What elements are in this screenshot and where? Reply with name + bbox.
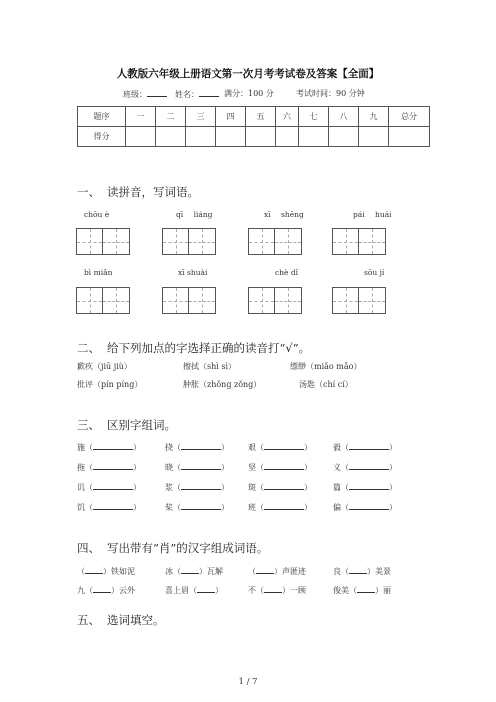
section3-heading: 三、 区别字组词。 xyxy=(77,418,176,432)
idiom-prefix: （ xyxy=(248,567,256,576)
section2-heading: 二、 给下列加点的字选择正确的读音打“√”。 xyxy=(77,341,311,355)
answer-blank[interactable] xyxy=(349,461,389,470)
character: 偏 xyxy=(333,503,341,512)
document-title: 人教版六年级上册语文第一次月考考试卷及答案【全面】 xyxy=(116,68,380,80)
full-score: 满分：100 分 xyxy=(224,89,274,98)
character: 挠 xyxy=(165,443,173,452)
score-cell[interactable] xyxy=(389,127,430,147)
idiom-item xyxy=(248,584,306,596)
pinyin: bì miǎn xyxy=(84,268,113,277)
pinyin: xī shuài xyxy=(178,268,208,277)
idiom-prefix: 冰（ xyxy=(165,567,181,576)
section1-heading: 一、 读拼音，写词语。 xyxy=(77,185,199,199)
answer-blank[interactable] xyxy=(85,565,103,574)
writing-box[interactable] xyxy=(162,228,216,255)
page-number: 1 / 7 xyxy=(238,677,258,687)
character: 讥 xyxy=(77,483,85,492)
idiom-item xyxy=(165,565,223,577)
answer-blank[interactable] xyxy=(181,565,199,574)
header-cell: 五 xyxy=(246,107,276,127)
pinyin: pái huái xyxy=(353,210,392,219)
word-group-item: 偏（ ） xyxy=(333,503,397,512)
writing-box[interactable] xyxy=(332,287,386,314)
word-group-item: 拖（ ） xyxy=(77,463,141,472)
header-cell: 六 xyxy=(276,107,299,127)
answer-blank[interactable] xyxy=(181,481,221,490)
section4-heading: 四、 写出带有“肖”的汉字组成词语。 xyxy=(77,541,269,555)
writing-grid-row-1 xyxy=(0,228,496,256)
score-cell[interactable] xyxy=(186,127,216,147)
idiom-prefix: （ xyxy=(77,567,85,576)
answer-blank[interactable] xyxy=(256,565,274,574)
word-group-item: 施（ ） xyxy=(77,443,141,452)
writing-box[interactable] xyxy=(162,287,216,314)
writing-box[interactable] xyxy=(76,228,130,255)
idiom-prefix: 九（ xyxy=(77,586,93,595)
idiom-suffix: ）一顾 xyxy=(282,586,306,595)
idiom-suffix: ）云外 xyxy=(111,586,135,595)
answer-blank[interactable] xyxy=(349,481,389,490)
answer-blank[interactable] xyxy=(357,584,375,593)
answer-blank[interactable] xyxy=(181,461,221,470)
reading-choice[interactable]: 擦拭（shì sì） xyxy=(183,362,237,371)
idiom-suffix: ）铁如泥 xyxy=(103,567,135,576)
word-group-item: 斑（ ） xyxy=(248,483,312,492)
score-cell[interactable] xyxy=(216,127,246,147)
answer-blank[interactable] xyxy=(349,441,389,450)
word-group-item: 义（ ） xyxy=(333,463,397,472)
idiom-item xyxy=(333,565,391,577)
class-field: 班级： xyxy=(123,88,167,100)
answer-blank[interactable] xyxy=(93,501,133,510)
header-cell: 总分 xyxy=(389,107,430,127)
character: 浆 xyxy=(165,483,173,492)
answer-blank[interactable] xyxy=(264,441,304,450)
score-cell[interactable] xyxy=(299,127,329,147)
word-group-item: 毅（ ） xyxy=(333,443,397,452)
answer-blank[interactable] xyxy=(264,461,304,470)
idiom-item xyxy=(77,584,135,596)
character: 桨 xyxy=(165,503,173,512)
word-group-item: 篇（ ） xyxy=(333,483,397,492)
name-field: 姓名： xyxy=(175,88,219,100)
character: 班 xyxy=(248,503,256,512)
word-group-item: 讥（ ） xyxy=(77,483,141,492)
score-cell[interactable] xyxy=(329,127,359,147)
character: 篇 xyxy=(333,483,341,492)
reading-choice[interactable]: 歉疚（jiū jiù） xyxy=(77,362,132,371)
writing-grid-row-2 xyxy=(0,287,496,315)
score-cell[interactable] xyxy=(156,127,186,147)
word-group-item: 浆（ ） xyxy=(165,483,229,492)
score-cell[interactable] xyxy=(359,127,389,147)
idiom-suffix: ）声匿迹 xyxy=(274,567,306,576)
idiom-prefix: 良（ xyxy=(333,567,349,576)
word-group-item: 艰（ ） xyxy=(248,443,312,452)
writing-box[interactable] xyxy=(248,287,302,314)
pinyin: sōu jí xyxy=(364,268,385,277)
pinyin: qī liáng xyxy=(176,210,213,219)
header-cell: 四 xyxy=(216,107,246,127)
section5-heading: 五、 选词填空。 xyxy=(77,613,165,627)
header-cell: 九 xyxy=(359,107,389,127)
reading-choice[interactable]: 缥缈（miǎo mǎo） xyxy=(290,362,362,371)
idiom-prefix: 俊美（ xyxy=(333,586,357,595)
header-cell: 八 xyxy=(329,107,359,127)
score-table xyxy=(77,106,430,147)
character: 施 xyxy=(77,443,85,452)
idiom-suffix: ）瓦解 xyxy=(199,567,223,576)
header-cell: 二 xyxy=(156,107,186,127)
answer-blank[interactable] xyxy=(349,501,389,510)
pinyin: xī shēng xyxy=(264,210,304,219)
answer-blank[interactable] xyxy=(264,584,282,593)
answer-blank[interactable] xyxy=(264,501,304,510)
answer-blank[interactable] xyxy=(93,441,133,450)
answer-blank[interactable] xyxy=(93,461,133,470)
answer-blank[interactable] xyxy=(93,481,133,490)
score-table-header xyxy=(78,107,430,127)
word-group-item: 班（ ） xyxy=(248,503,312,512)
exam-time: 考试时间：90 分钟 xyxy=(296,89,365,98)
reading-choice[interactable]: 批评（pín píng） xyxy=(77,380,143,389)
writing-box[interactable] xyxy=(332,228,386,255)
idiom-item xyxy=(165,584,223,596)
idiom-item xyxy=(248,565,306,577)
answer-blank[interactable] xyxy=(197,584,215,593)
character: 晓 xyxy=(165,463,173,472)
idiom-prefix: 不（ xyxy=(248,586,264,595)
header-cell: 题序 xyxy=(78,107,126,127)
character: 斑 xyxy=(248,483,256,492)
word-group-item: 坚（ ） xyxy=(248,463,312,472)
pinyin: chōu è xyxy=(84,210,110,219)
idiom-suffix: ）美景 xyxy=(367,567,391,576)
character: 义 xyxy=(333,463,341,472)
word-group-item: 饥（ ） xyxy=(77,503,141,512)
answer-blank[interactable] xyxy=(181,501,221,510)
header-cell: 三 xyxy=(186,107,216,127)
character: 坚 xyxy=(248,463,256,472)
score-cell[interactable] xyxy=(246,127,276,147)
character: 艰 xyxy=(248,443,256,452)
character: 拖 xyxy=(77,463,85,472)
character: 饥 xyxy=(77,503,85,512)
header-cell: 七 xyxy=(299,107,329,127)
answer-blank[interactable] xyxy=(93,584,111,593)
word-group-item: 晓（ ） xyxy=(165,463,229,472)
word-group-item: 桨（ ） xyxy=(165,503,229,512)
score-table-row xyxy=(78,127,430,147)
idiom-prefix: 喜上眉（ xyxy=(165,586,197,595)
idiom-suffix: ） xyxy=(215,586,223,595)
writing-box[interactable] xyxy=(248,228,302,255)
reading-choice[interactable]: 汤匙（chí cí） xyxy=(299,380,353,389)
score-cell[interactable] xyxy=(276,127,299,147)
answer-blank[interactable] xyxy=(181,441,221,450)
idiom-item xyxy=(333,584,391,596)
writing-box[interactable] xyxy=(76,287,130,314)
score-cell[interactable] xyxy=(126,127,156,147)
character: 毅 xyxy=(333,443,341,452)
answer-blank[interactable] xyxy=(349,565,367,574)
idiom-item xyxy=(77,565,135,577)
reading-choice[interactable]: 肿胀（zhǒng zǒng） xyxy=(183,380,262,389)
header-cell: 一 xyxy=(126,107,156,127)
pinyin: chè dǐ xyxy=(275,268,299,277)
word-group-item: 挠（ ） xyxy=(165,443,229,452)
idiom-suffix: ）丽 xyxy=(375,586,391,595)
answer-blank[interactable] xyxy=(264,481,304,490)
row-label: 得分 xyxy=(78,127,126,147)
